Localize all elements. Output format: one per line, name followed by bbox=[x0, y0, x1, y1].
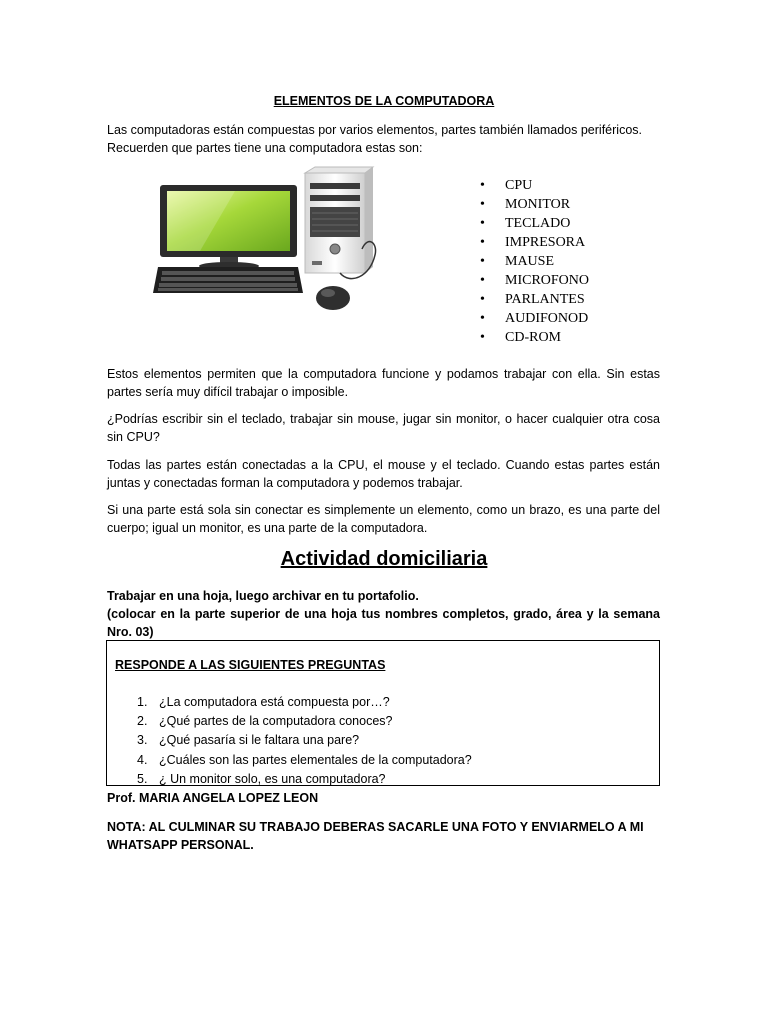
computer-illustration bbox=[140, 165, 405, 335]
computer-parts-list bbox=[478, 176, 589, 347]
intro-paragraph bbox=[107, 121, 660, 157]
list-item: • TECLADO bbox=[480, 216, 571, 231]
bullet-icon: • bbox=[480, 292, 485, 307]
document-title: ELEMENTOS DE LA COMPUTADORA bbox=[273, 94, 495, 108]
activity-title: Actividad domiciliaria bbox=[280, 548, 488, 570]
bullet-icon: • bbox=[480, 197, 485, 212]
body-paragraph-4: Si una parte está sola sin conectar es simplemente un elemento, como un brazo, es una parte del cuerpo; igual un monitor, es una parte de la computadora. bbox=[107, 503, 660, 535]
list-item: • MICROFONO bbox=[480, 273, 590, 288]
bullet-icon: • bbox=[480, 178, 485, 193]
intro-line-1: Las computadoras están compuestas por varios elementos, partes también llamados periféricos. bbox=[107, 123, 642, 137]
bullet-icon: • bbox=[480, 330, 485, 345]
monitor-icon bbox=[160, 185, 297, 270]
question-item: 2. ¿Qué partes de la computadora conoces? bbox=[137, 714, 393, 729]
questions-heading: RESPONDE A LAS SIGUIENTES PREGUNTAS bbox=[115, 658, 386, 672]
list-item: • CD-ROM bbox=[480, 330, 562, 345]
bullet-icon: • bbox=[480, 235, 485, 250]
question-item: 4. ¿Cuáles son las partes elementales de la computadora? bbox=[137, 752, 472, 767]
teacher-signature: Prof. MARIA ANGELA LOPEZ LEON bbox=[107, 791, 319, 805]
list-item: • MONITOR bbox=[480, 197, 571, 212]
body-paragraph-1: Estos elementos permiten que la computadora funcione y podamos trabajar con ella. Sin estas partes sería muy difícil trabajar o imposible. bbox=[107, 367, 660, 399]
list-item: • PARLANTES bbox=[480, 292, 585, 307]
activity-instruction: Trabajar en una hoja, luego archivar en tu portafolio. bbox=[107, 589, 419, 603]
question-item: 1. ¿La computadora está compuesta por…? bbox=[137, 695, 390, 709]
list-item: • CPU bbox=[480, 178, 533, 193]
body-paragraph-3: Todas las partes están conectadas a la CPU, el mouse y el teclado. Cuando estas partes están juntas y conectadas forman la computadora y podemos trabajar. bbox=[107, 458, 660, 490]
bullet-icon: • bbox=[480, 254, 485, 269]
bullet-icon: • bbox=[480, 273, 485, 288]
question-item: 5. ¿ Un monitor solo, es una computadora? bbox=[137, 771, 386, 786]
activity-note: (colocar en la parte superior de una hoja tus nombres completos, grado, área y la semana Nro. 03) bbox=[107, 607, 660, 639]
list-item: • IMPRESORA bbox=[480, 235, 586, 250]
final-note: NOTA: AL CULMINAR SU TRABAJO DEBERAS SACARLE UNA FOTO Y ENVIARMELO A MI WHATSAPP PERSONAL. bbox=[107, 820, 644, 852]
intro-line-2: Recuerden que partes tiene una computadora estas son: bbox=[107, 141, 423, 155]
question-item: 3. ¿Qué pasaría si le faltara una pare? bbox=[137, 733, 360, 748]
body-paragraph-2: ¿Podrías escribir sin el teclado, trabajar sin mouse, jugar sin monitor, o hacer cualquier otra cosa sin CPU? bbox=[107, 412, 660, 444]
bullet-icon: • bbox=[480, 311, 485, 326]
bullet-icon: • bbox=[480, 216, 485, 231]
questions-box bbox=[106, 640, 660, 786]
activity-instructions bbox=[107, 587, 660, 641]
list-item: • MAUSE bbox=[480, 254, 555, 269]
list-item: • AUDIFONOD bbox=[480, 311, 589, 326]
questions-list bbox=[137, 693, 472, 789]
cpu-tower-icon bbox=[305, 167, 373, 273]
keyboard-icon bbox=[153, 267, 303, 293]
